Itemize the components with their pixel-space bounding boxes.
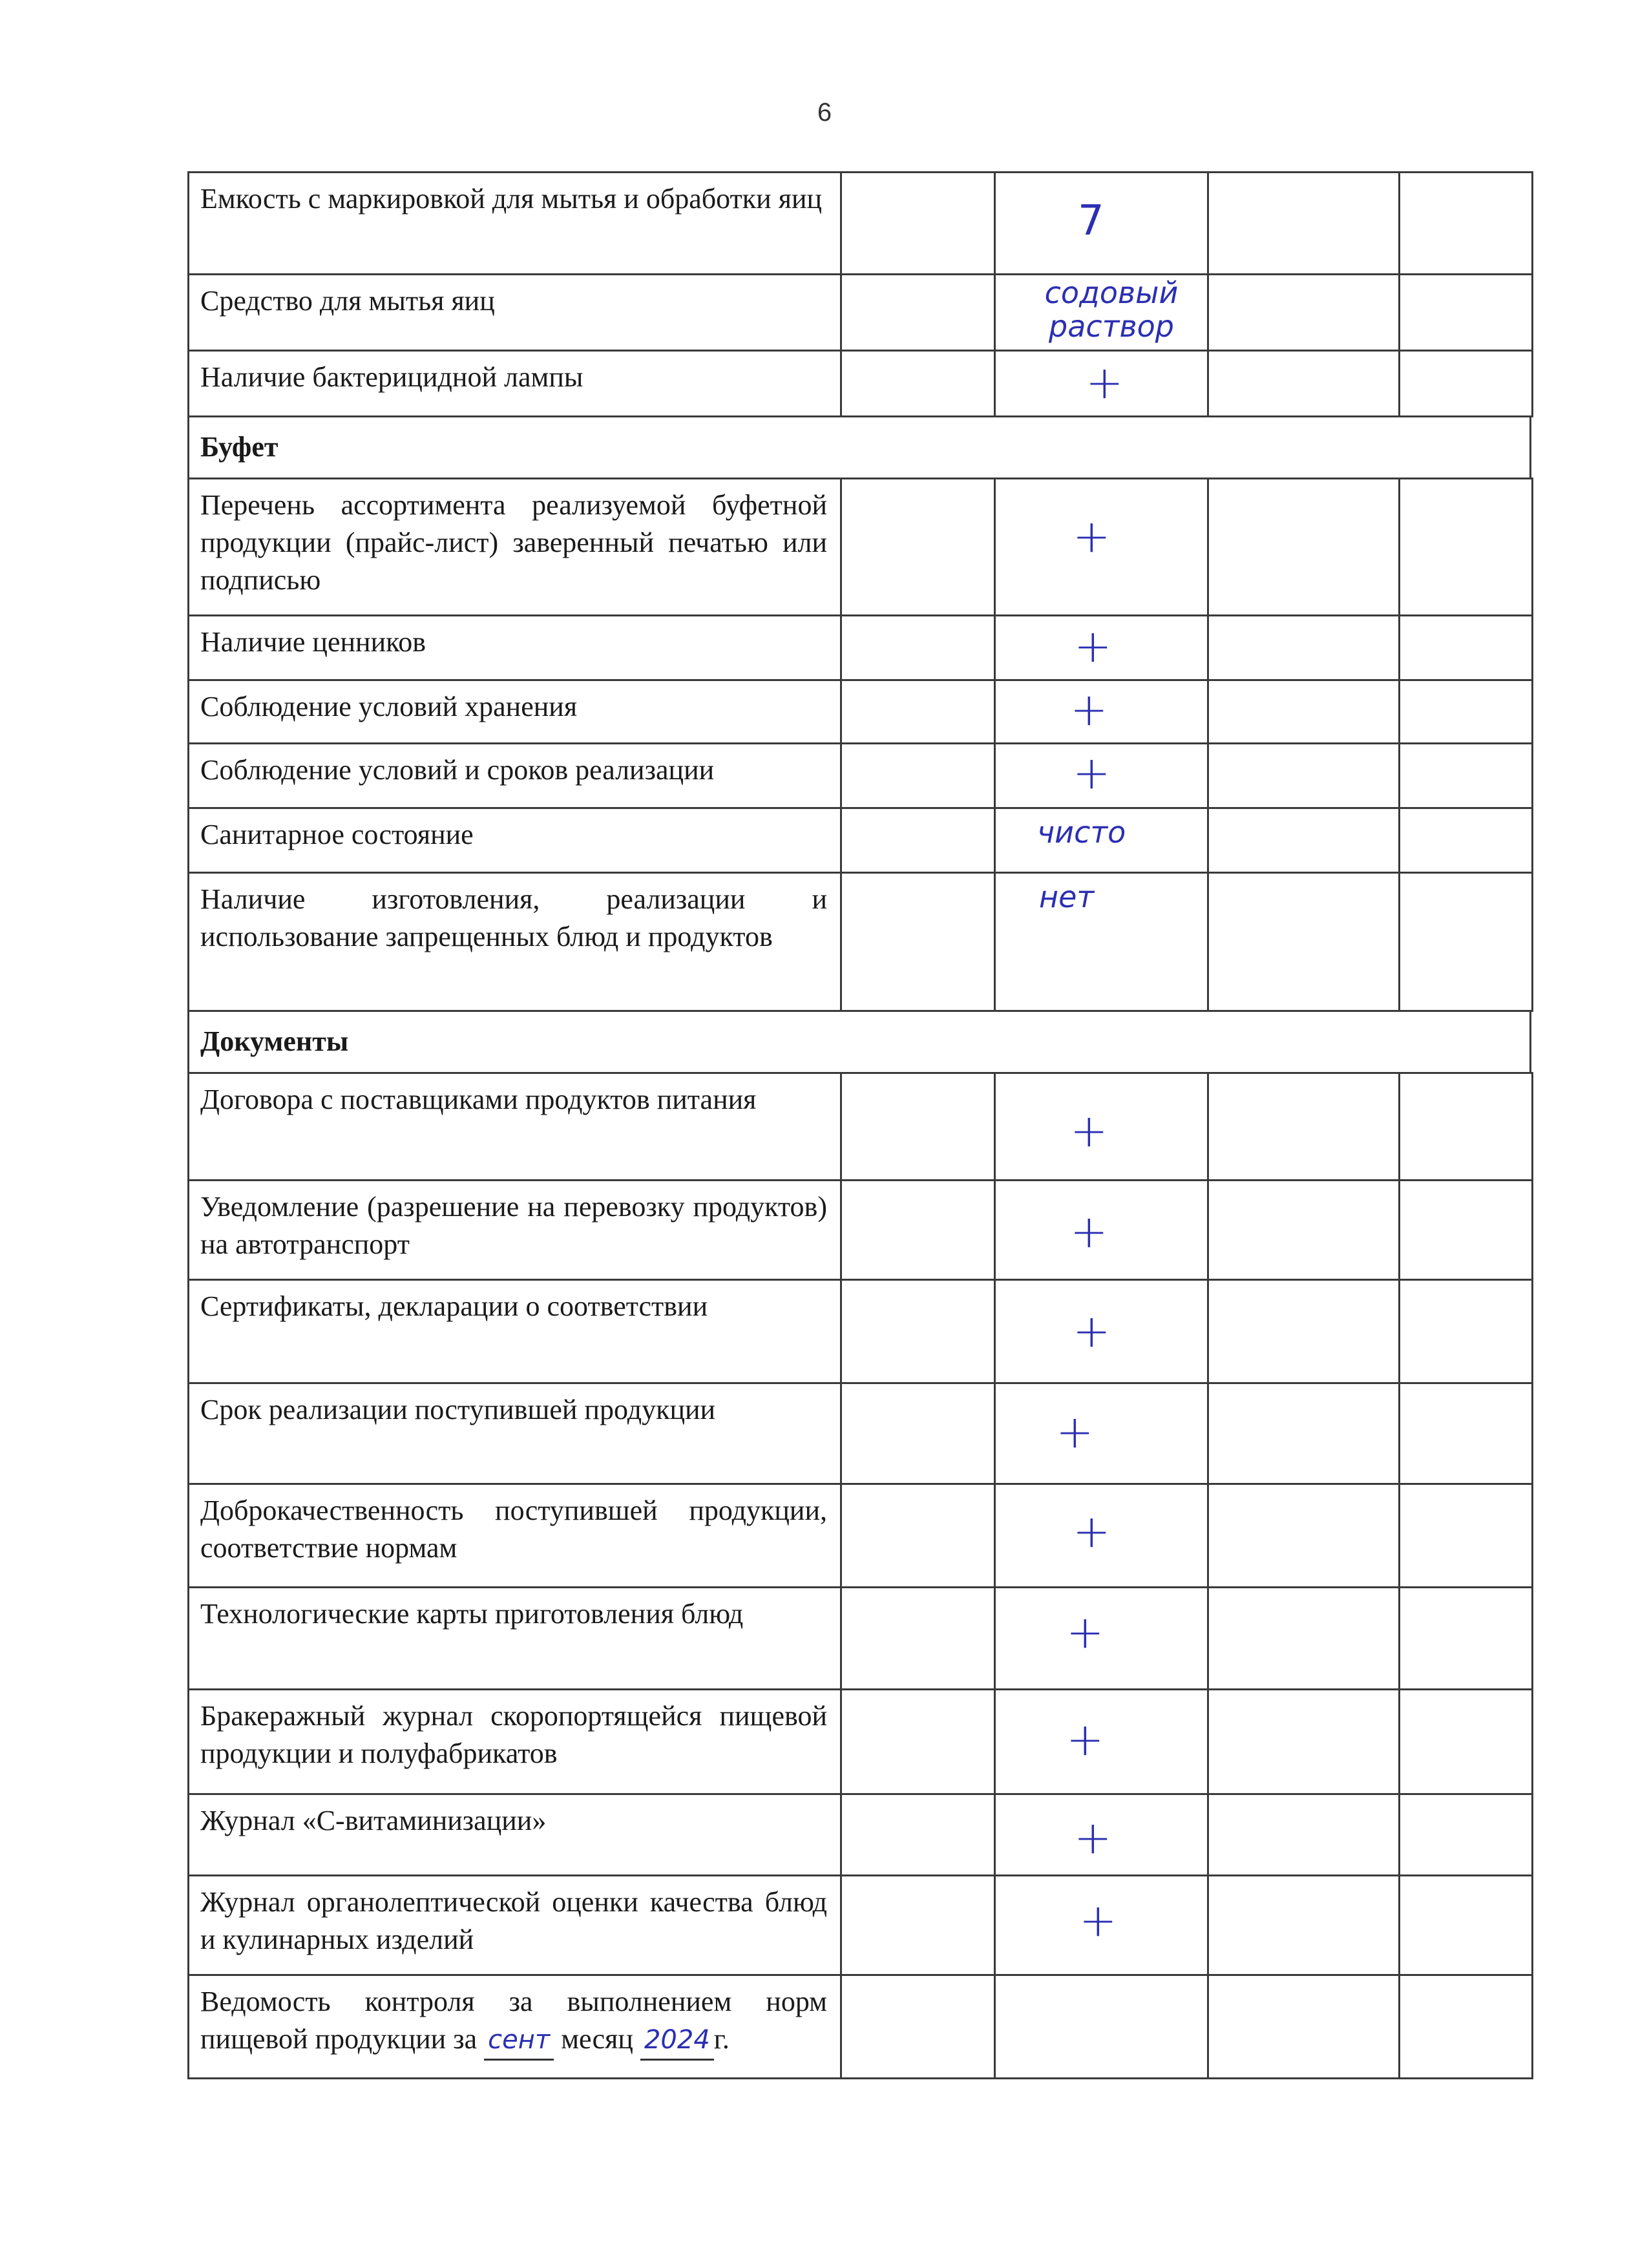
handwritten-plus-mark: + — [1074, 620, 1112, 673]
criterion-label: Договора с поставщиками продуктов питания — [200, 1084, 757, 1115]
check-cell — [1398, 1586, 1533, 1690]
criterion-label: Соблюдение условий хранения — [200, 691, 578, 722]
page-number: 6 — [817, 98, 832, 127]
check-cell — [840, 1793, 996, 1876]
handwritten-note: чисто — [1037, 815, 1126, 850]
statement-text: Ведомость контроля за выполнением норм пищевой продукции за — [200, 1986, 827, 2055]
month-field[interactable]: сент — [484, 2021, 554, 2061]
handwritten-plus-mark: + — [1073, 1505, 1111, 1558]
section-heading: Буфет — [200, 431, 278, 463]
check-cell — [840, 614, 996, 681]
check-cell — [840, 478, 996, 616]
check-cell — [840, 171, 996, 275]
criterion-label: Журнал органолептической оценки качества блюд и кулинарных изделий — [200, 1886, 827, 1955]
handwritten-note: 7 — [1078, 197, 1104, 245]
handwritten-plus-mark: + — [1066, 1606, 1104, 1659]
check-cell — [1398, 1279, 1533, 1384]
statement-text-middle: месяц — [554, 2023, 640, 2055]
check-cell — [994, 872, 1209, 1012]
handwritten-note: содовый раствор — [1044, 275, 1179, 344]
check-cell — [1398, 171, 1533, 275]
check-cell — [1207, 171, 1400, 275]
criterion-label: Средство для мытья яиц — [200, 285, 495, 317]
handwritten-plus-mark: + — [1086, 356, 1124, 409]
statement-text-end: г. — [713, 2023, 730, 2055]
check-cell — [1398, 1382, 1533, 1485]
check-cell — [1398, 1483, 1533, 1588]
check-cell — [1207, 1382, 1400, 1485]
check-cell — [994, 1382, 1209, 1485]
check-cell — [840, 350, 996, 417]
criterion-label: Емкость с маркировкой для мытья и обработки яиц — [200, 183, 823, 215]
check-cell — [1207, 1279, 1400, 1384]
handwritten-plus-mark: + — [1079, 1894, 1117, 1947]
check-cell — [1207, 1483, 1400, 1588]
check-cell — [1207, 807, 1400, 874]
criterion-label: Срок реализации поступившей продукции — [200, 1394, 716, 1425]
check-cell — [1398, 872, 1533, 1012]
handwritten-plus-mark: + — [1073, 746, 1111, 799]
criterion-label: Наличие бактерицидной лампы — [200, 361, 583, 393]
criterion-label — [187, 1974, 840, 2077]
year-field[interactable]: 2024 — [640, 2021, 714, 2061]
check-cell — [1207, 679, 1400, 744]
check-cell — [1207, 1072, 1400, 1181]
check-cell — [1207, 1974, 1400, 2079]
criterion-label: Наличие изготовления, реализации и использование запрещенных блюд и продуктов — [200, 883, 827, 952]
handwritten-plus-mark: + — [1073, 510, 1111, 563]
check-cell — [1398, 273, 1533, 352]
check-cell — [1207, 350, 1400, 417]
check-cell — [1207, 478, 1400, 616]
handwritten-plus-mark: + — [1066, 1713, 1104, 1766]
check-cell — [1398, 1874, 1533, 1976]
check-cell — [1207, 742, 1400, 809]
criterion-label: Санитарное состояние — [200, 819, 474, 850]
handwritten-plus-mark: + — [1073, 1305, 1111, 1358]
check-cell — [840, 1586, 996, 1690]
criterion-label: Журнал «С-витаминизации» — [200, 1805, 547, 1836]
check-cell — [840, 1279, 996, 1384]
checklist-table — [187, 171, 1531, 2103]
check-cell — [1398, 350, 1533, 417]
handwritten-note: нет — [1039, 879, 1095, 914]
handwritten-plus-mark: + — [1070, 1205, 1108, 1258]
handwritten-plus-mark: + — [1056, 1405, 1094, 1458]
check-cell — [1398, 614, 1533, 681]
check-cell — [1207, 614, 1400, 681]
check-cell — [1398, 1072, 1533, 1181]
criterion-label: Сертификаты, декларации о соответствии — [200, 1290, 708, 1322]
handwritten-plus-mark: + — [1070, 1104, 1108, 1157]
criterion-label: Наличие ценников — [200, 626, 426, 658]
check-cell — [840, 1179, 996, 1281]
criterion-label: Доброкачественность поступившей продукции, соответствие нормам — [200, 1495, 827, 1564]
check-cell — [840, 1483, 996, 1588]
check-cell — [1398, 1793, 1533, 1876]
check-cell — [1398, 679, 1533, 744]
check-cell — [840, 1072, 996, 1181]
check-cell — [994, 1974, 1209, 2079]
criterion-label: Бракеражный журнал скоропортящейся пищевой продукции и полуфабрикатов — [200, 1700, 827, 1769]
section-heading: Документы — [200, 1025, 349, 1057]
criterion-label: Технологические карты приготовления блюд — [200, 1598, 744, 1630]
check-cell — [1207, 273, 1400, 352]
check-cell — [840, 1688, 996, 1795]
check-cell — [1398, 1688, 1533, 1795]
check-cell — [1207, 1586, 1400, 1690]
check-cell — [840, 742, 996, 809]
check-cell — [1398, 478, 1533, 616]
check-cell — [1398, 1179, 1533, 1281]
check-cell — [1207, 1688, 1400, 1795]
criterion-label: Соблюдение условий и сроков реализации — [200, 754, 715, 786]
check-cell — [840, 1974, 996, 2079]
check-cell — [840, 273, 996, 352]
check-cell — [1207, 1793, 1400, 1876]
check-cell — [1207, 1874, 1400, 1976]
check-cell — [1207, 1179, 1400, 1281]
handwritten-plus-mark: + — [1074, 1811, 1112, 1864]
check-cell — [840, 1874, 996, 1976]
check-cell — [840, 872, 996, 1012]
check-cell — [840, 679, 996, 744]
check-cell — [840, 807, 996, 874]
handwritten-plus-mark: + — [1070, 683, 1108, 736]
check-cell — [1207, 872, 1400, 1012]
check-cell — [1398, 742, 1533, 809]
check-cell — [1398, 807, 1533, 874]
check-cell — [840, 1382, 996, 1485]
criterion-label: Перечень ассортимента реализуемой буфетной продукции (прайс-лист) заверенный печатью или подписью — [200, 489, 827, 596]
criterion-label: Уведомление (разрешение на перевозку продуктов) на автотранспорт — [200, 1191, 827, 1260]
check-cell — [1398, 1974, 1533, 2079]
